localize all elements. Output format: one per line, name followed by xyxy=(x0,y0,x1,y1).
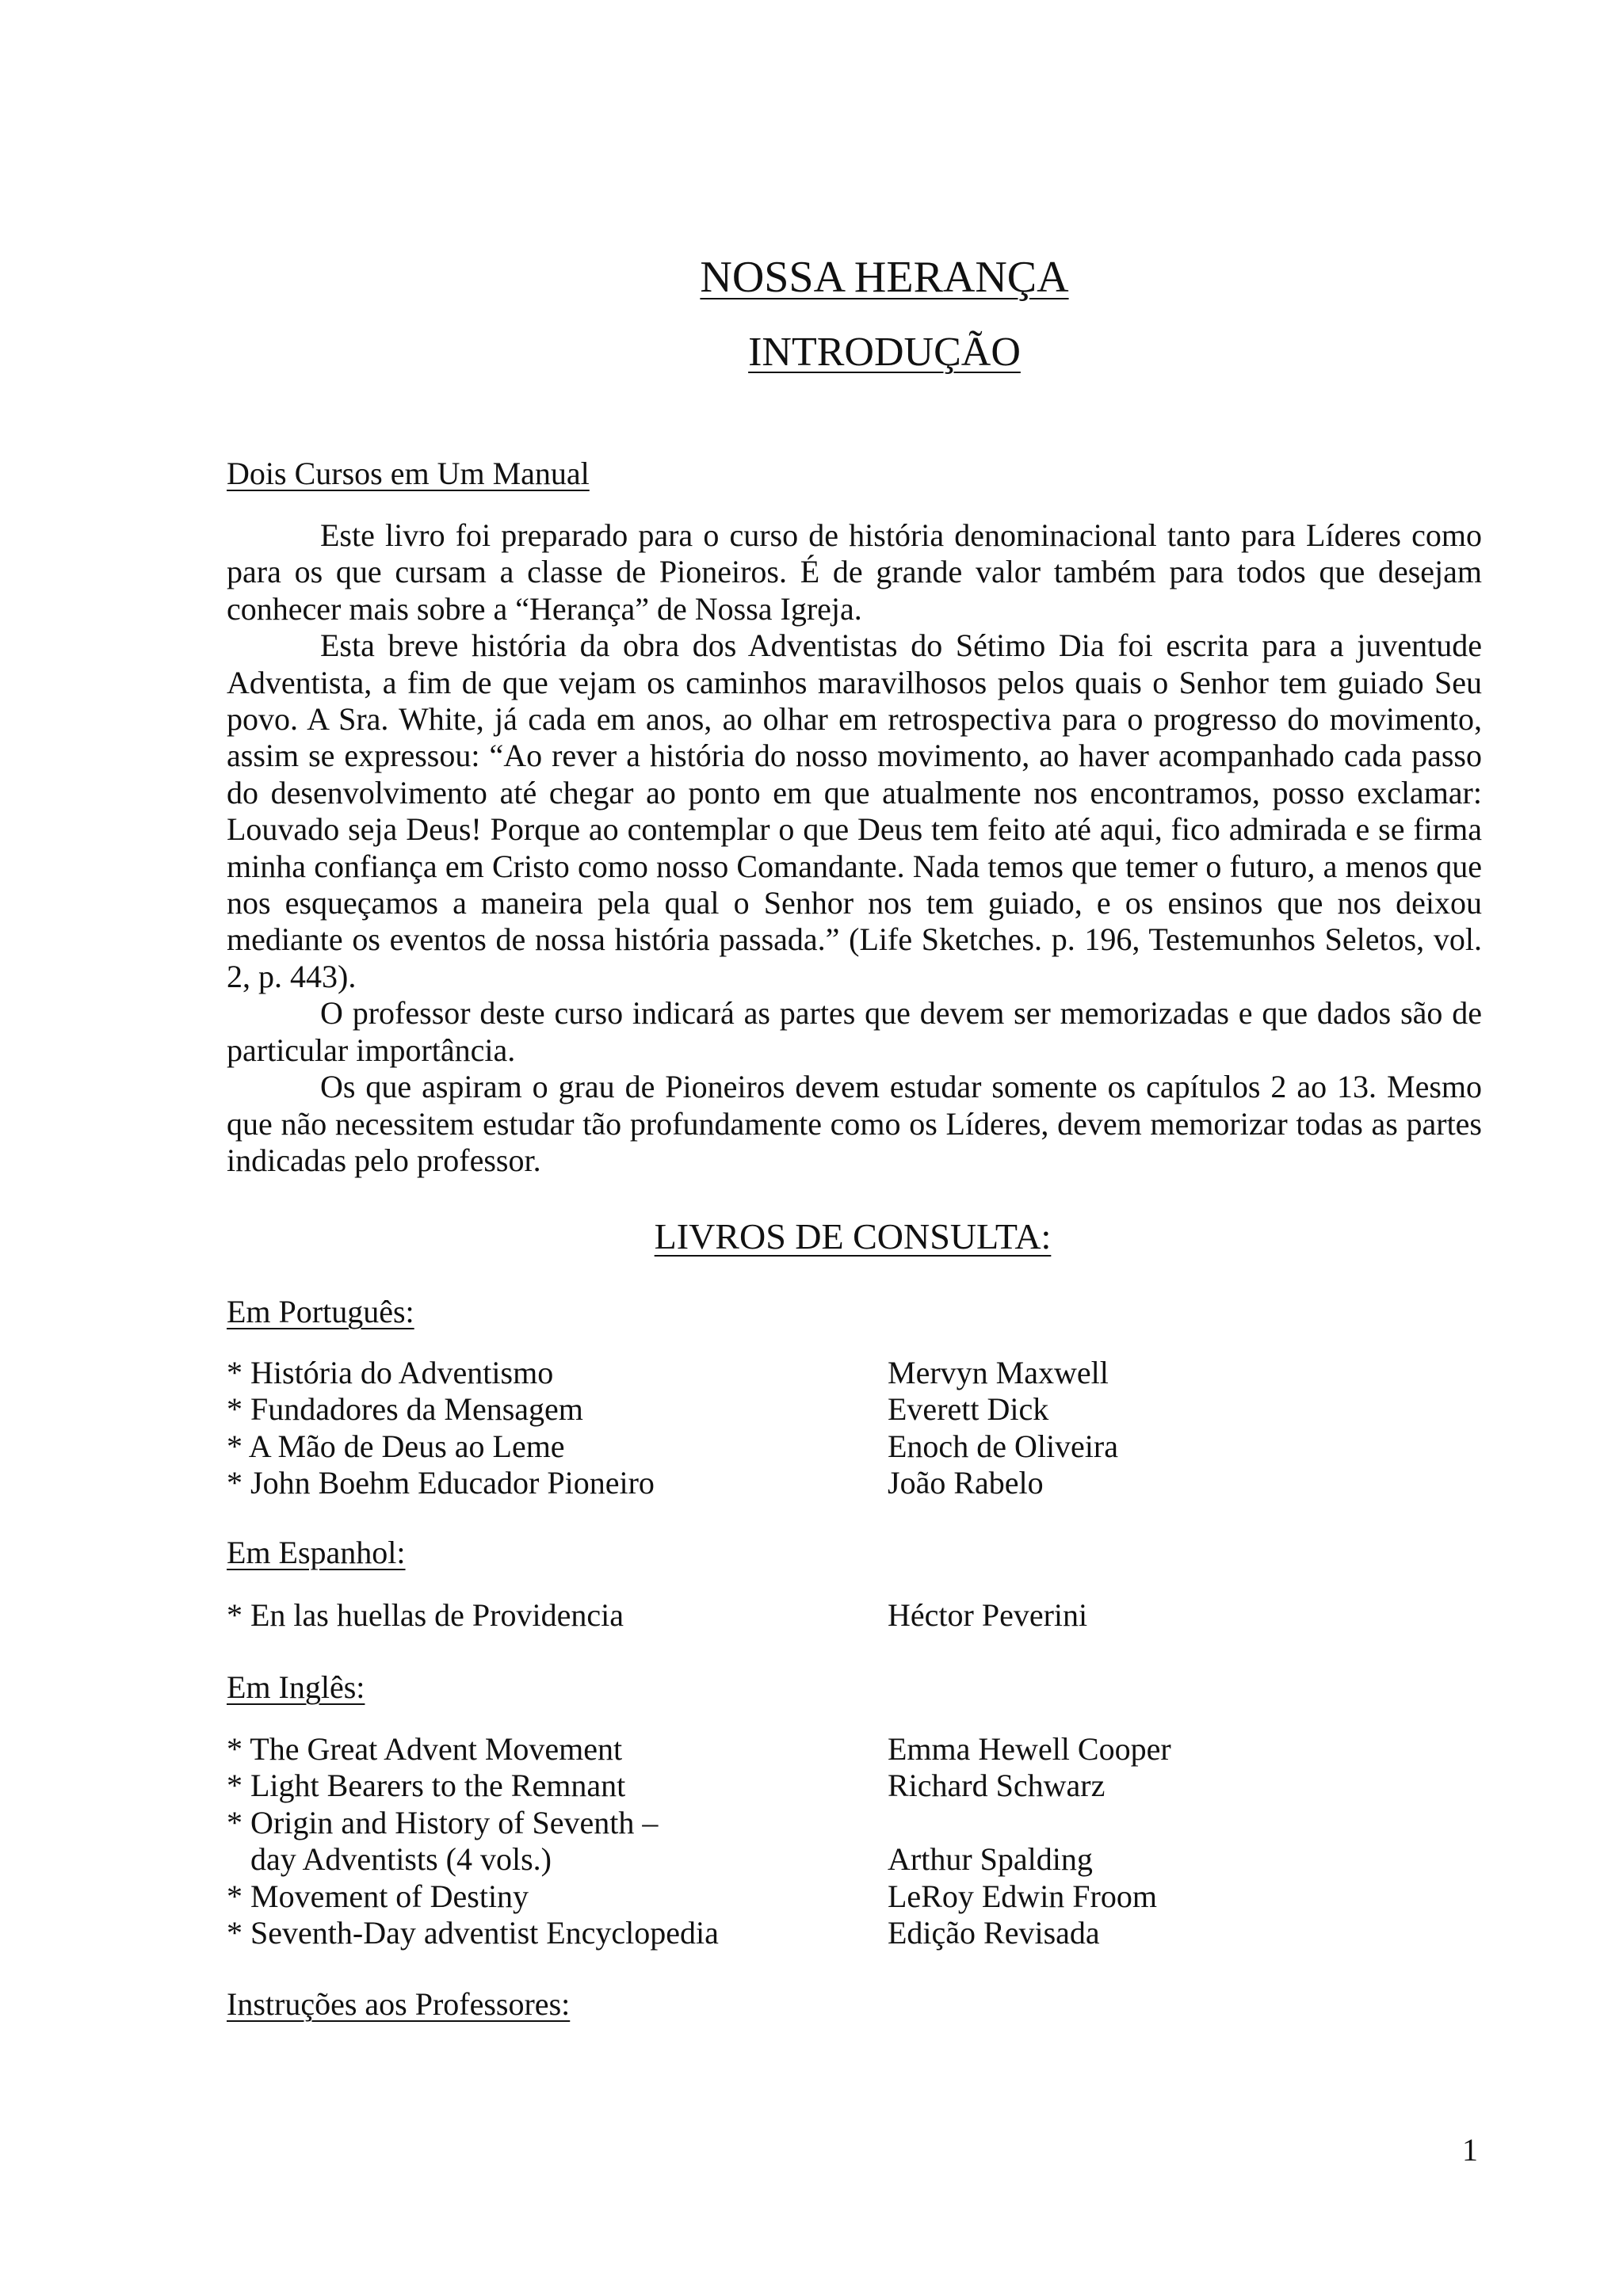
book-author: Arthur Spalding xyxy=(888,1841,1093,1878)
book-author: Everett Dick xyxy=(888,1391,1049,1428)
book-author: Héctor Peverini xyxy=(888,1597,1088,1633)
book-author: Emma Hewell Cooper xyxy=(888,1731,1171,1767)
book-title: * Movement of Destiny xyxy=(227,1878,529,1914)
book-entry xyxy=(227,1805,1495,1878)
book-title: * John Boehm Educador Pioneiro xyxy=(227,1465,655,1501)
book-title: * História do Adventismo xyxy=(227,1355,554,1390)
book-author: Mervyn Maxwell xyxy=(888,1355,1109,1390)
intro-body xyxy=(227,517,1482,1179)
book-title: * Fundadores da Mensagem xyxy=(227,1391,583,1428)
book-title-multiline xyxy=(227,1805,888,1878)
book-entry xyxy=(227,1465,1495,1501)
book-entry xyxy=(227,1915,1495,1951)
intro-paragraph: Os que aspiram o grau de Pioneiros devem estudar somente os capítulos 2 ao 13. Mesmo que não necessitem estudar tão profundamente como os Líderes, devem memorizar todas as partes indicadas pelo professor. xyxy=(227,1069,1482,1178)
document-subtitle: INTRODUÇÃO xyxy=(748,330,1021,375)
book-title: * Light Bearers to the Remnant xyxy=(227,1768,626,1804)
book-author: LeRoy Edwin Froom xyxy=(888,1878,1157,1914)
book-entry xyxy=(227,1597,1495,1634)
page-number: 1 xyxy=(1462,2132,1478,2168)
book-entry xyxy=(227,1731,1495,1768)
document-title: NOSSA HERANÇA xyxy=(700,253,1069,302)
book-author: Richard Schwarz xyxy=(888,1768,1106,1804)
book-entry xyxy=(227,1878,1495,1915)
spanish-heading: Em Espanhol: xyxy=(227,1535,406,1570)
book-entry xyxy=(227,1355,1495,1391)
book-entry xyxy=(227,1428,1495,1465)
book-author: Enoch de Oliveira xyxy=(888,1428,1118,1464)
english-book-list xyxy=(227,1731,1495,1951)
references-title: LIVROS DE CONSULTA: xyxy=(654,1216,1052,1257)
intro-heading: Dois Cursos em Um Manual xyxy=(227,456,590,491)
portuguese-book-list xyxy=(227,1355,1495,1502)
book-entry xyxy=(227,1391,1495,1428)
portuguese-heading: Em Português: xyxy=(227,1294,414,1329)
book-author: João Rabelo xyxy=(888,1465,1044,1501)
instructions-heading: Instruções aos Professores: xyxy=(227,1986,571,2022)
book-title-continuation: day Adventists (4 vols.) xyxy=(250,1841,552,1878)
intro-paragraph: Esta breve história da obra dos Adventistas do Sétimo Dia foi escrita para a juventude Adventista, a fim de que vejam os caminhos maravilhosos pelos quais o Senhor tem guiado Seu povo. A Sra. White, já cada em anos, ao olhar em retrospectiva para o progresso do movimento, assim se expressou: “Ao rever a história do nosso movimento, ao haver acompanhado cada passo do desenvolvimento até chegar ao ponto em que atualmente nos encontramos, posso exclamar: Louvado seja Deus! Porque ao contemplar o que Deus tem feito até aqui, fico admirada e se firma minha confiança em Cristo como nosso Comandante. Nada temos que temer o futuro, a menos que nos esqueçamos a maneira pela qual o Senhor nos tem guiado, e os ensinos que nos deixou mediante os eventos de nossa história passada.” (Life Sketches. p. 196, Testemunhos Seletos, vol. 2, p. 443). xyxy=(227,627,1482,994)
intro-paragraph: Este livro foi preparado para o curso de história denominacional tanto para Líderes como para os que cursam a classe de Pioneiros. É de grande valor também para todos que desejam conhecer mais sobre a “Herança” de Nossa Igreja. xyxy=(227,517,1482,627)
english-heading: Em Inglês: xyxy=(227,1669,365,1705)
intro-paragraph: O professor deste curso indicará as partes que devem ser memorizadas e que dados são de particular importância. xyxy=(227,995,1482,1068)
book-title: * Seventh-Day adventist Encyclopedia xyxy=(227,1915,719,1951)
book-entry xyxy=(227,1768,1495,1804)
book-title-line: * Origin and History of Seventh – xyxy=(227,1804,659,1840)
book-title: * The Great Advent Movement xyxy=(227,1731,623,1767)
book-title: * En las huellas de Providencia xyxy=(227,1597,624,1633)
spanish-book-list xyxy=(227,1597,1495,1634)
book-title: * A Mão de Deus ao Leme xyxy=(227,1428,565,1464)
book-author: Edição Revisada xyxy=(888,1915,1100,1951)
